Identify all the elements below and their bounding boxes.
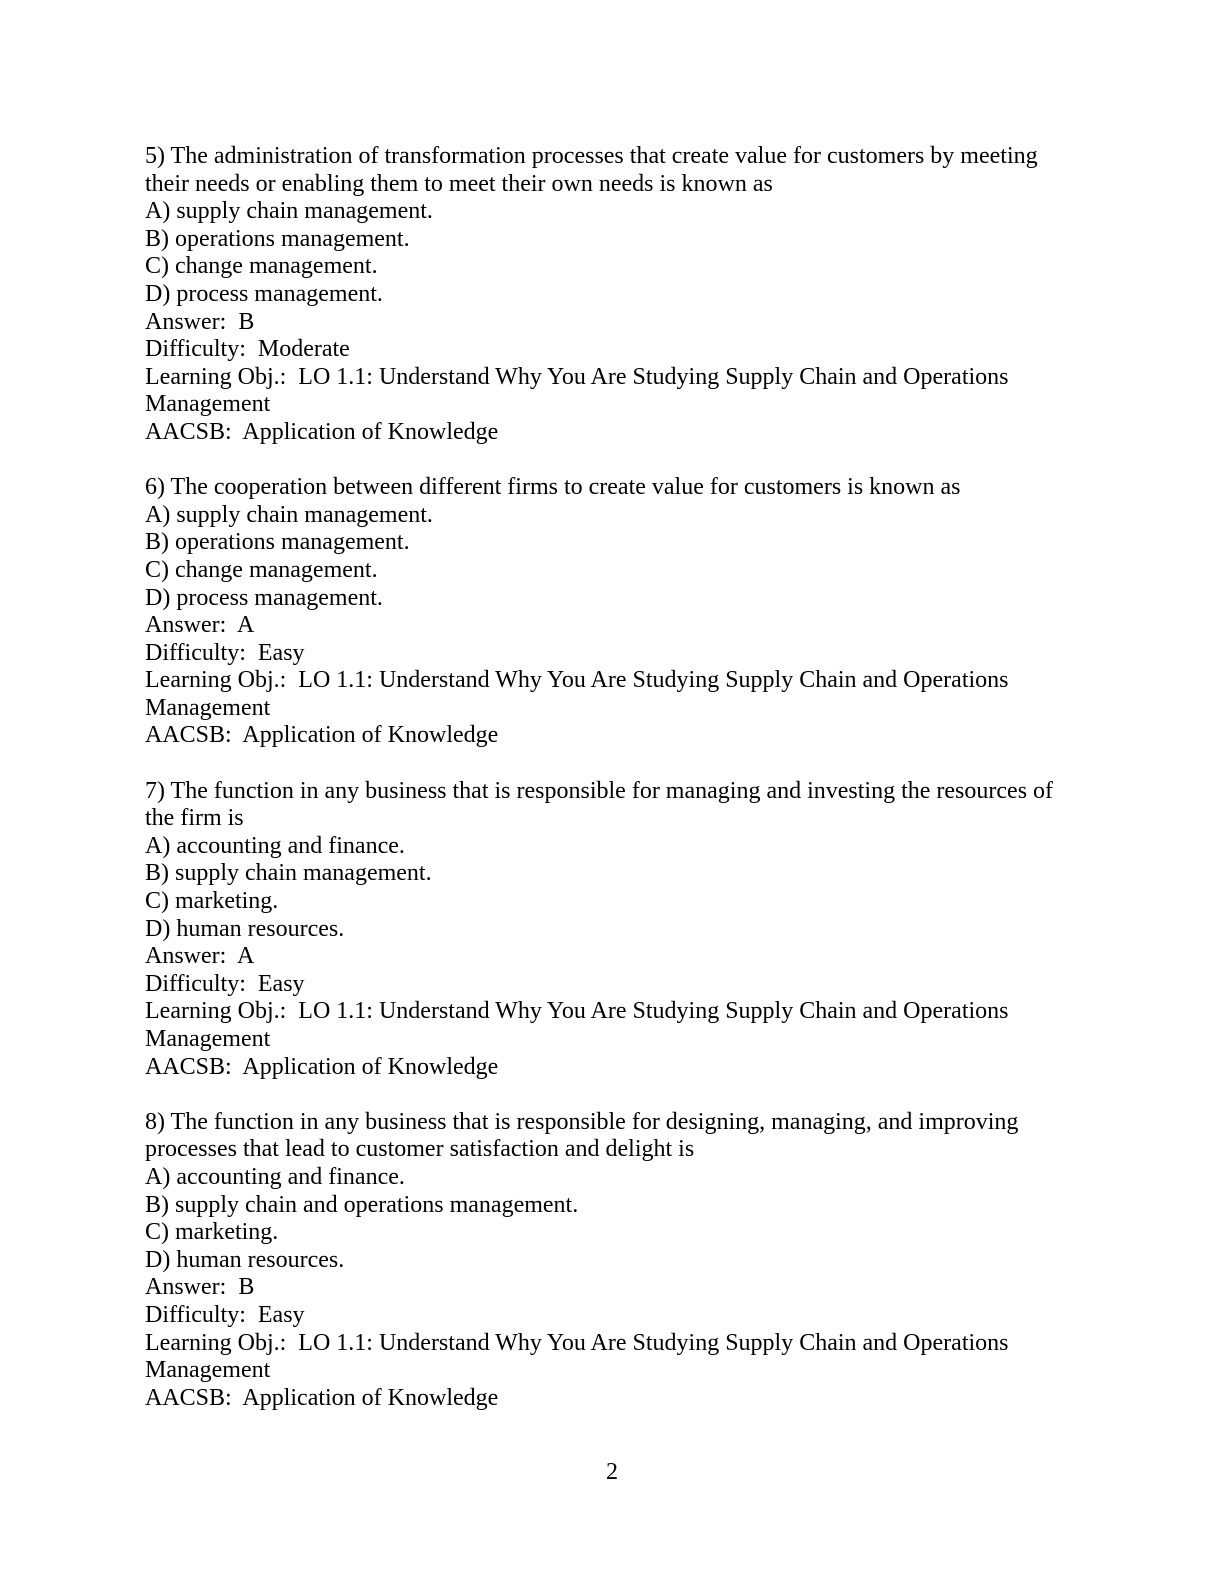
difficulty-value: Easy bbox=[257, 639, 305, 666]
question-block-7 bbox=[145, 778, 1082, 1082]
aacsb-line bbox=[145, 1054, 1082, 1082]
option-a: A) supply chain management. bbox=[145, 501, 433, 528]
learning-obj-value: LO 1.1: Understand Why You Are Studying Supply Chain and Operations Management bbox=[145, 998, 1015, 1052]
answer-line bbox=[145, 612, 1082, 640]
document-page bbox=[145, 143, 1082, 1440]
option-b: B) operations management. bbox=[145, 529, 410, 556]
learning-obj-label: Learning Obj.: bbox=[145, 363, 299, 390]
difficulty-line bbox=[145, 336, 1082, 364]
option-b: B) supply chain and operations management. bbox=[145, 1191, 579, 1218]
option-a: A) supply chain management. bbox=[145, 198, 433, 225]
difficulty-label: Difficulty: bbox=[145, 639, 258, 666]
aacsb-label: AACSB: bbox=[145, 1053, 243, 1080]
learning-obj-value: LO 1.1: Understand Why You Are Studying Supply Chain and Operations Management bbox=[145, 1329, 1015, 1384]
question-block-6 bbox=[145, 474, 1082, 750]
aacsb-value: Application of Knowledge bbox=[242, 418, 499, 445]
option-c: C) change management. bbox=[145, 253, 378, 280]
difficulty-label: Difficulty: bbox=[145, 336, 258, 363]
answer-value: B bbox=[238, 1274, 255, 1301]
question-text: 7) The function in any business that is responsible for managing and investing the resources of the firm is bbox=[145, 777, 1060, 832]
learning-obj-line bbox=[145, 364, 1082, 419]
page-number: 2 bbox=[606, 1459, 618, 1485]
aacsb-line bbox=[145, 1385, 1082, 1413]
learning-obj-line bbox=[145, 667, 1082, 722]
learning-obj-value: LO 1.1: Understand Why You Are Studying Supply Chain and Operations Management bbox=[145, 667, 1015, 721]
question-block-5 bbox=[145, 143, 1082, 447]
learning-obj-line bbox=[145, 998, 1082, 1053]
difficulty-label: Difficulty: bbox=[145, 1301, 258, 1328]
option-c: C) marketing. bbox=[145, 888, 279, 915]
option-d: D) process management. bbox=[145, 280, 383, 307]
option-c: C) change management. bbox=[145, 556, 378, 583]
answer-label: Answer: bbox=[145, 943, 237, 970]
learning-obj-label: Learning Obj.: bbox=[145, 998, 299, 1025]
option-d: D) human resources. bbox=[145, 915, 345, 942]
question-block-8 bbox=[145, 1109, 1082, 1413]
option-d: D) process management. bbox=[145, 584, 383, 611]
answer-value: A bbox=[237, 943, 255, 970]
question-text: 8) The function in any business that is responsible for designing, managing, and improving processes that lead to customer satisfaction and delight is bbox=[145, 1108, 1025, 1163]
option-b: B) operations management. bbox=[145, 225, 410, 252]
option-d: D) human resources. bbox=[145, 1246, 345, 1273]
option-a: A) accounting and finance. bbox=[145, 1163, 405, 1190]
answer-label: Answer: bbox=[145, 612, 237, 639]
difficulty-line bbox=[145, 1302, 1082, 1330]
difficulty-value: Moderate bbox=[257, 336, 350, 363]
answer-line bbox=[145, 309, 1082, 337]
difficulty-line bbox=[145, 640, 1082, 668]
option-b: B) supply chain management. bbox=[145, 860, 432, 887]
difficulty-line bbox=[145, 971, 1082, 999]
aacsb-value: Application of Knowledge bbox=[242, 1053, 499, 1080]
aacsb-label: AACSB: bbox=[145, 418, 243, 445]
aacsb-label: AACSB: bbox=[145, 722, 243, 749]
answer-line bbox=[145, 1274, 1082, 1302]
learning-obj-line bbox=[145, 1330, 1082, 1385]
aacsb-label: AACSB: bbox=[145, 1384, 243, 1411]
difficulty-label: Difficulty: bbox=[145, 970, 258, 997]
answer-label: Answer: bbox=[145, 1274, 239, 1301]
difficulty-value: Easy bbox=[257, 1301, 305, 1328]
answer-label: Answer: bbox=[145, 308, 239, 335]
answer-line bbox=[145, 943, 1082, 971]
question-text: 5) The administration of transformation processes that create value for customers by meeting their needs or enabling them to meet their own needs is known as bbox=[145, 143, 1044, 197]
option-a: A) accounting and finance. bbox=[145, 832, 405, 859]
option-c: C) marketing. bbox=[145, 1219, 279, 1246]
aacsb-line bbox=[145, 419, 1082, 447]
learning-obj-label: Learning Obj.: bbox=[145, 667, 299, 694]
learning-obj-label: Learning Obj.: bbox=[145, 1329, 299, 1356]
learning-obj-value: LO 1.1: Understand Why You Are Studying Supply Chain and Operations Management bbox=[145, 363, 1015, 418]
aacsb-value: Application of Knowledge bbox=[242, 1384, 499, 1411]
aacsb-value: Application of Knowledge bbox=[242, 722, 499, 749]
answer-value: B bbox=[238, 308, 255, 335]
difficulty-value: Easy bbox=[257, 970, 305, 997]
answer-value: A bbox=[237, 612, 255, 639]
aacsb-line bbox=[145, 722, 1082, 750]
question-text: 6) The cooperation between different firms to create value for customers is known as bbox=[145, 474, 961, 501]
